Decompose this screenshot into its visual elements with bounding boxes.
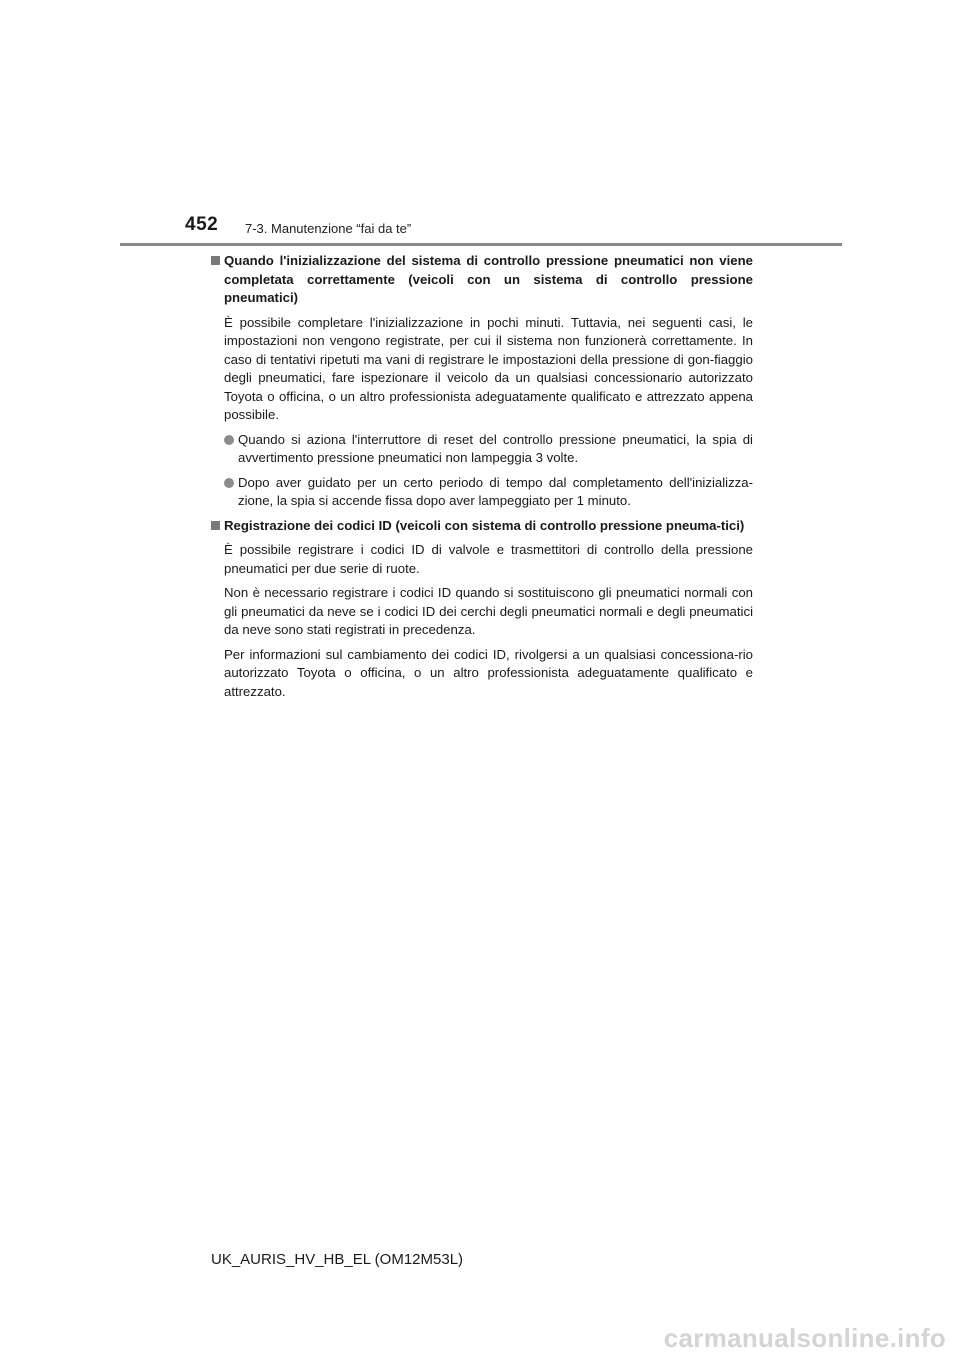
list-item (224, 431, 753, 468)
watermark: carmanualsonline.info (663, 1323, 946, 1353)
footer-doc-code: UK_AURIS_HV_HB_EL (OM12M53L) (211, 1251, 464, 1268)
content-body (211, 252, 753, 707)
list-item-text: Quando si aziona l'interruttore di reset del controllo pressione pneumatici, la spia di avvertimento pressione pneumatici non lampeggia 3 volte. (238, 431, 753, 465)
circle-bullet-icon (224, 478, 234, 488)
circle-bullet-icon (224, 435, 234, 445)
square-bullet-icon (211, 521, 220, 530)
section-heading (211, 517, 753, 536)
list-item-text: Dopo aver guidato per un certo periodo di tempo dal completamento dell'inizializza-zione, la spia si accende fissa dopo aver lampeggiato per 1 minuto. (238, 474, 753, 508)
paragraph: Per informazioni sul cambiamento dei codici ID, rivolgersi a un qualsiasi concessiona-rio autorizzato Toyota o officina, o un altro professionista adeguatamente qualificato e attrezzato. (224, 646, 753, 699)
square-bullet-icon (211, 256, 220, 265)
list-item (224, 474, 753, 511)
section-title: 7-3. Manutenzione “fai da te” (245, 221, 412, 236)
header-divider (120, 243, 842, 246)
heading-text: Quando l'inizializzazione del sistema di controllo pressione pneumatici non viene completata correttamente (veicoli con un sistema di controllo pressione pneumatici) (224, 253, 753, 305)
paragraph: È possibile registrare i codici ID di valvole e trasmettitori di controllo della pressione pneumatici per due serie di ruote. (224, 542, 753, 576)
paragraph: È possibile completare l'inizializzazione in pochi minuti. Tuttavia, nei seguenti casi, le impostazioni non vengono registrate, per cui il sistema non funzionerà correttamente. In caso di tentativi ripetuti ma vani di registrare le impostazioni della pressione di gon-fiaggio degli pneumatici, fare ispezionare il veicolo da un qualsiasi concessionario autorizzato Toyota o officina, o un altro professionista adeguatamente qualificato e attrezzato appena possibile. (224, 314, 753, 422)
section-id-registration (211, 517, 753, 702)
section-initialization-failure (211, 252, 753, 511)
section-heading (211, 252, 753, 308)
page-number: 452 (185, 214, 219, 235)
paragraph: Non è necessario registrare i codici ID quando si sostituiscono gli pneumatici normali con gli pneumatici da neve se i codici ID dei cerchi degli pneumatici normali e degli pneumatici da neve sono stati registrati in precedenza. (224, 585, 753, 637)
heading-text: Registrazione dei codici ID (veicoli con sistema di controllo pressione pneuma-tici) (224, 517, 745, 533)
